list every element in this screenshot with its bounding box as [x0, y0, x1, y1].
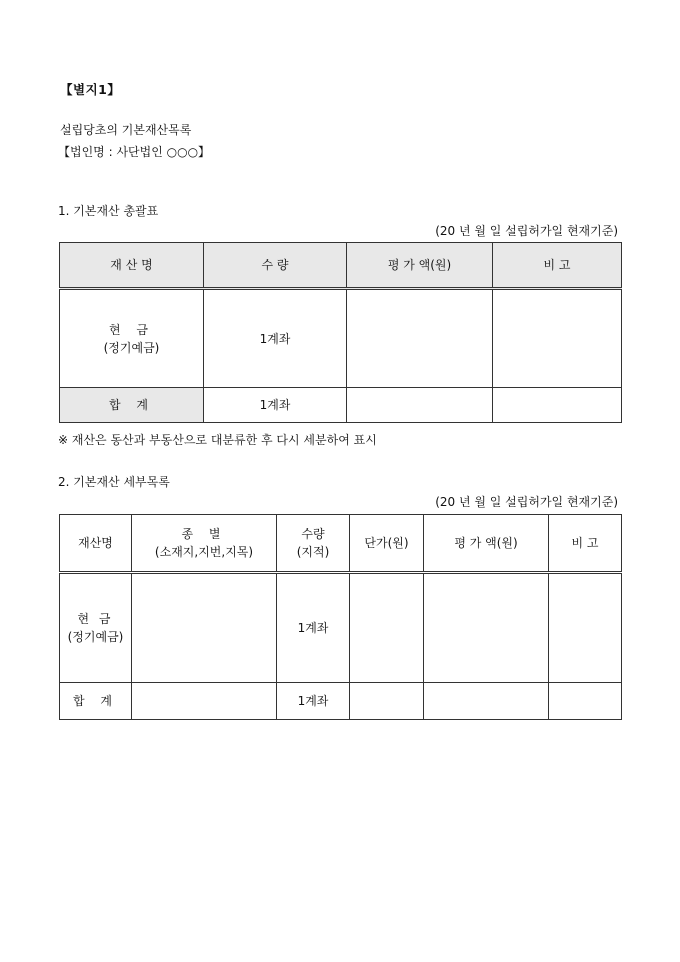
- asset-name-sub: (정기예금): [67, 630, 124, 644]
- corporation-name: 【법인명 : 사단법인 ○○○】: [58, 145, 211, 159]
- col-remark: 비 고: [493, 243, 622, 289]
- total-valuation: [424, 683, 549, 720]
- col-kind-sub: (소재지,지번,지목): [154, 545, 254, 559]
- summary-header-row: [60, 243, 622, 289]
- classification-footnote: ※ 재산은 동산과 부동산으로 대분류한 후 다시 세분하여 표시: [58, 433, 377, 447]
- asset-name-cell: [60, 573, 132, 683]
- asset-name-cell: [60, 289, 204, 388]
- col-kind: [132, 515, 277, 573]
- total-quantity: 1계좌: [204, 388, 347, 423]
- total-kind: [132, 683, 277, 720]
- quantity-cell: 1계좌: [204, 289, 347, 388]
- table-row: [60, 289, 622, 388]
- section2-title: 2. 기본재산 세부목록: [58, 475, 170, 489]
- total-remark: [493, 388, 622, 423]
- section1-date-note: (20 년 월 일 설립허가일 현재기준): [435, 224, 618, 238]
- col-unit-price-label: 단가(원): [364, 536, 409, 550]
- col-asset-name-label: 재산명: [78, 536, 113, 550]
- asset-name-main: 현 금: [77, 612, 114, 626]
- valuation-cell: [347, 289, 493, 388]
- kind-cell: [132, 573, 277, 683]
- col-quantity-label: 수량: [301, 527, 325, 541]
- col-quantity: 수 량: [204, 243, 347, 289]
- total-row: [60, 683, 622, 720]
- col-quantity: [277, 515, 350, 573]
- total-quantity: 1계좌: [277, 683, 350, 720]
- col-remark-label: 비 고: [571, 536, 599, 550]
- table-row: [60, 573, 622, 683]
- total-remark: [549, 683, 622, 720]
- total-valuation: [347, 388, 493, 423]
- asset-name-main: 현 금: [109, 322, 154, 337]
- section2-date-note: (20 년 월 일 설립허가일 현재기준): [435, 495, 618, 509]
- col-unit-price: [350, 515, 424, 573]
- detail-table: [59, 514, 622, 720]
- quantity-cell: 1계좌: [277, 573, 350, 683]
- valuation-cell: [424, 573, 549, 683]
- remark-cell: [493, 289, 622, 388]
- summary-table: [59, 242, 622, 423]
- total-label: 합 계: [60, 388, 204, 423]
- col-valuation: 평 가 액(원): [347, 243, 493, 289]
- detail-header-row: [60, 515, 622, 573]
- col-asset-name: [60, 515, 132, 573]
- remark-cell: [549, 573, 622, 683]
- section1-title: 1. 기본재산 총괄표: [58, 204, 159, 218]
- form-tag: 【별지1】: [60, 82, 121, 97]
- total-row: [60, 388, 622, 423]
- unit-price-cell: [350, 573, 424, 683]
- col-valuation-label: 평 가 액(원): [454, 536, 518, 550]
- asset-name-sub: (정기예금): [103, 340, 160, 355]
- document-title: 설립당초의 기본재산목록: [60, 123, 192, 137]
- total-label: 합 계: [60, 683, 132, 720]
- col-remark: [549, 515, 622, 573]
- col-kind-label: 종 별: [181, 527, 227, 541]
- col-quantity-sub: (지적): [296, 545, 330, 559]
- col-asset-name: 재 산 명: [60, 243, 204, 289]
- col-valuation: [424, 515, 549, 573]
- total-unit-price: [350, 683, 424, 720]
